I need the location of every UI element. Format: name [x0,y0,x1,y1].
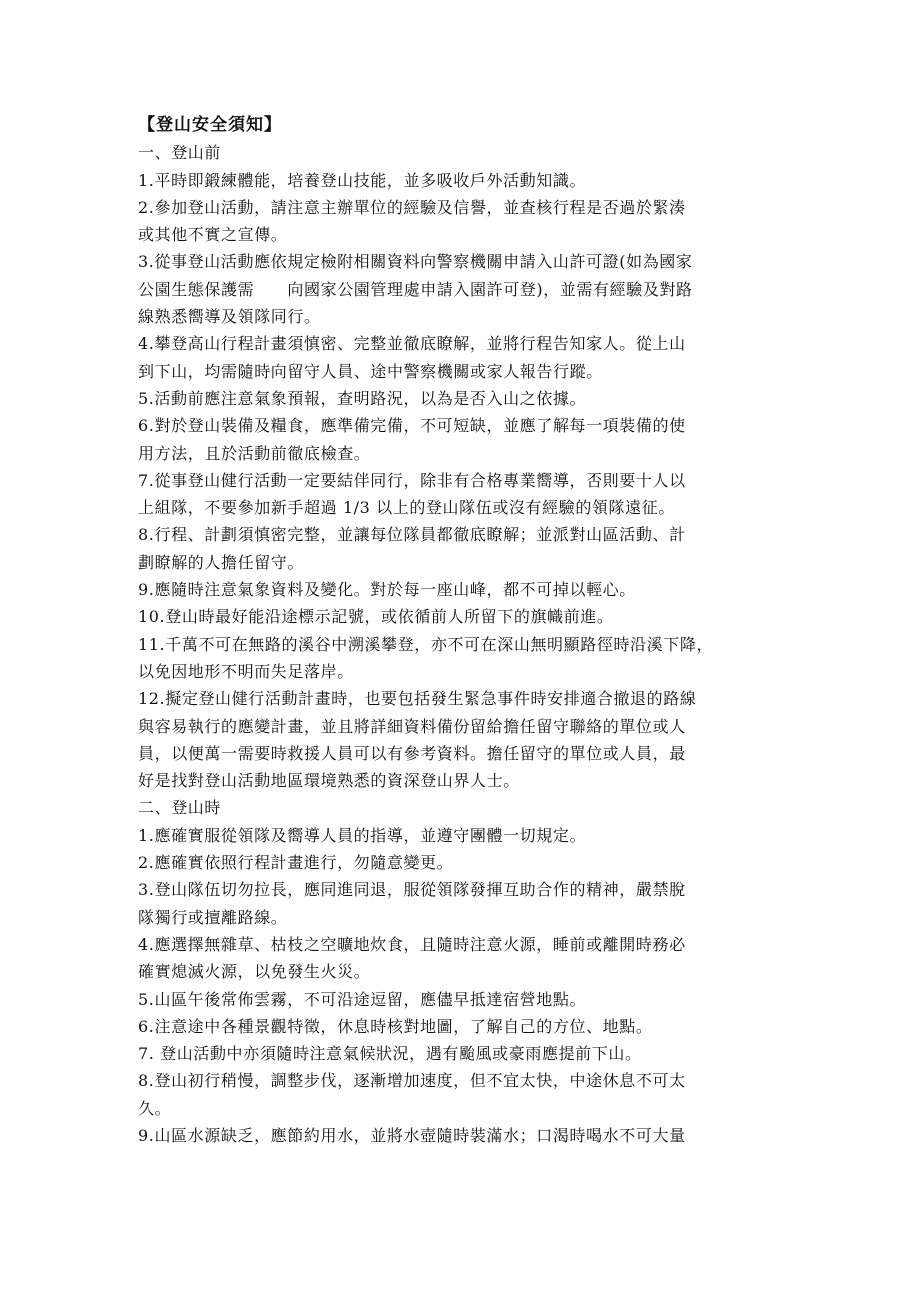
text-line: 12.擬定登山健行活動計畫時，也要包括發生緊急事件時安排適合撤退的路線 [138,689,697,709]
text-line: 9.應隨時注意氣象資料及變化。對於每一座山峰，都不可掉以輕心。 [138,580,636,600]
text-line: 上組隊，不要參加新手超過 1/3 以上的登山隊伍或沒有經驗的領隊遠征。 [138,498,675,518]
text-line: 久。 [138,1098,172,1118]
text-line: 5.活動前應注意氣象預報，查明路況，以為是否入山之依據。 [138,388,587,408]
text-line: 或其他不實之宣傳。 [138,225,288,245]
text-line: 5.山區午後常佈雲霧，不可沿途逗留，應儘早抵達宿營地點。 [138,989,587,1009]
text-line: 11.千萬不可在無路的溪谷中溯溪攀登，亦不可在深山無明顯路徑時沿溪下降， [138,634,714,654]
text-line: 用方法，且於活動前徹底檢查。 [138,443,371,463]
text-line: 與容易執行的應變計畫，並且將詳細資料備份留給擔任留守聯絡的單位或人 [138,716,686,736]
text-line: 8.行程、計劃須慎密完整，並讓每位隊員都徹底瞭解；並派對山區活動、計 [138,525,686,545]
text-line: 劃瞭解的人擔任留守。 [138,552,305,572]
text-line: 2.應確實依照行程計畫進行，勿隨意變更。 [138,853,454,873]
text-line: 9.山區水源缺乏，應節約用水，並將水壺隨時裝滿水；口渴時喝水不可大量 [138,1125,686,1145]
text-line: 確實熄滅火源，以免發生火災。 [138,962,371,982]
text-line: 到下山，均需隨時向留守人員、途中警察機關或家人報告行蹤。 [138,361,603,381]
text-line: 公園生態保護需 向國家公園管理處申請入園許可登)，並需有經驗及對路 [138,279,693,299]
text-line: 員，以便萬一需要時救援人員可以有參考資料。擔任留守的單位或人員，最 [138,743,686,763]
text-line: 以免因地形不明而失足落岸。 [138,661,354,681]
text-line: 7.從事登山健行活動一定要結伴同行，除非有合格專業嚮導，否則要十人以 [138,470,686,490]
text-line: 1.應確實服從領隊及嚮導人員的指導，並遵守團體一切規定。 [138,825,587,845]
document-page [138,112,788,1149]
text-line: 2.參加登山活動，請注意主辦單位的經驗及信譽，並查核行程是否過於緊湊 [138,197,686,217]
text-line: 4.攀登高山行程計畫須慎密、完整並徹底瞭解，並將行程告知家人。從上山 [138,334,686,354]
text-line: 6.注意途中各種景觀特徵，休息時核對地圖，了解自己的方位、地點。 [138,1016,653,1036]
text-line: 線熟悉嚮導及領隊同行。 [138,307,321,327]
document-title: 【登山安全須知】 [138,115,282,135]
text-line: 8.登山初行稍慢，調整步伐，逐漸增加速度，但不宜太快，中途休息不可太 [138,1071,686,1091]
text-line: 好是找對登山活動地區環境熟悉的資深登山界人士。 [138,771,520,791]
text-line: 10.登山時最好能沿途標示記號，或依循前人所留下的旗幟前進。 [138,607,614,627]
section-heading-during: 二、登山時 [138,798,222,818]
text-line: 3.登山隊伍切勿拉長，應同進同退，服從領隊發揮互助合作的精神，嚴禁脫 [138,880,686,900]
text-line: 隊獨行或擅離路線。 [138,907,288,927]
text-line: 1.平時即鍛練體能，培養登山技能，並多吸收戶外活動知識。 [138,170,587,190]
text-line: 3.從事登山活動應依規定檢附相關資料向警察機關申請入山許可證(如為國家 [138,252,693,272]
text-line: 7. 登山活動中亦須隨時注意氣候狀況，遇有颱風或豪雨應提前下山。 [138,1044,642,1064]
section-heading-before: 一、登山前 [138,143,222,163]
text-line: 4.應選擇無雜草、枯枝之空曠地炊食，且隨時注意火源，睡前或離開時務必 [138,934,686,954]
text-line: 6.對於登山裝備及糧食，應準備完備，不可短缺，並應了解每一項裝備的使 [138,416,686,436]
